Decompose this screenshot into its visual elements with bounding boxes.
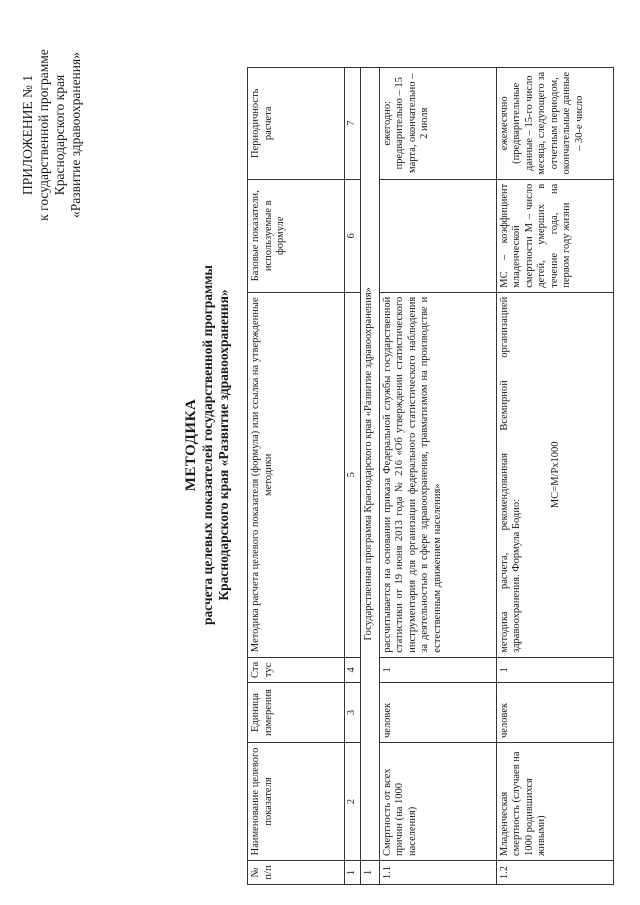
- column-number: 5: [345, 292, 361, 657]
- program-row: [360, 67, 379, 884]
- row-unit: человек: [379, 683, 496, 743]
- appendix-line-3: Краснодарского края: [52, 74, 67, 196]
- header-unit: Единица измерения: [248, 683, 345, 743]
- row-periodicity: ежемесячно (предварительные данные – 15-го число месяца, следующего за отчетным периодом, окончательные данные – 30-е число: [496, 67, 613, 179]
- table-row: [379, 67, 496, 884]
- header-method: Методика расчета целевого показателя (формула) или ссылка на утвержденные методики: [248, 292, 345, 657]
- row-method: [379, 292, 496, 657]
- row-formula: МС=М/Рх1000: [549, 441, 561, 509]
- row-base-indicators: [379, 179, 496, 292]
- row-method-text: рассчитывается на основании приказа Федеральной службы государственной статистики от 19 июня 2013 года № 216 «Об утверждении статистического инструментария для организации федерального статистического наблюдения за деятельностью в сфере здравоохранения, травматизмом на производстве и естественным движением населения»: [381, 296, 443, 653]
- row-status: 1: [379, 657, 496, 682]
- row-indicator-name: Младенческая смертность (случаев на 1000 родившихся живыми): [496, 743, 613, 861]
- column-number-row: [345, 67, 361, 884]
- column-number: 7: [345, 67, 361, 179]
- column-number: 4: [345, 657, 361, 682]
- appendix-line-2: к государственной программе: [36, 49, 51, 221]
- row-method-text: методика расчета, рекомендованная Всемирной организацией здравоохранения. Формула Бодио:: [498, 296, 522, 653]
- row-periodicity: ежегодно: предварительно – 15 марта, окончательно – 2 июля: [379, 67, 496, 179]
- appendix-line-1: ПРИЛОЖЕНИЕ № 1: [20, 74, 35, 196]
- row-method: [496, 292, 613, 657]
- title-subtitle-1: расчета целевых показателей государственной программы: [200, 265, 215, 625]
- header-no: № п/п: [248, 861, 345, 885]
- column-number: 3: [345, 683, 361, 743]
- row-no: 1.1: [379, 861, 496, 885]
- title-subtitle-2: Краснодарского края «Развитие здравоохранения»: [216, 289, 231, 601]
- table-header-row: [248, 67, 345, 884]
- header-name: Наименование целевого показателя: [248, 743, 345, 861]
- row-base-indicators: МС – коэффициент младенческой смертности М – число детей, умерших в течение года, на первом году жизни: [496, 179, 613, 292]
- program-row-no: 1: [360, 861, 379, 885]
- methodology-table: [247, 67, 614, 885]
- header-status: Ста тус: [248, 657, 345, 682]
- row-no: 1.2: [496, 861, 613, 885]
- header-period: Периодичность расчета: [248, 67, 345, 179]
- column-number: 6: [345, 179, 361, 292]
- title-main: МЕТОДИКА: [183, 398, 199, 492]
- row-status: 1: [496, 657, 613, 682]
- table-row: [496, 67, 613, 884]
- appendix-line-4: «Развитие здравоохранения»: [68, 52, 83, 218]
- appendix-header: [20, 20, 84, 250]
- document-title: [182, 135, 232, 755]
- column-number: 1: [345, 861, 361, 885]
- row-unit: человек: [496, 683, 613, 743]
- row-indicator-name: Смертность от всех причин (на 1000 населения): [379, 743, 496, 861]
- header-base: Базовые показатели, используемые в формуле: [248, 179, 345, 292]
- column-number: 2: [345, 743, 361, 861]
- program-row-title: Государственная программа Краснодарского края «Развитие здравоохранения»: [360, 67, 379, 860]
